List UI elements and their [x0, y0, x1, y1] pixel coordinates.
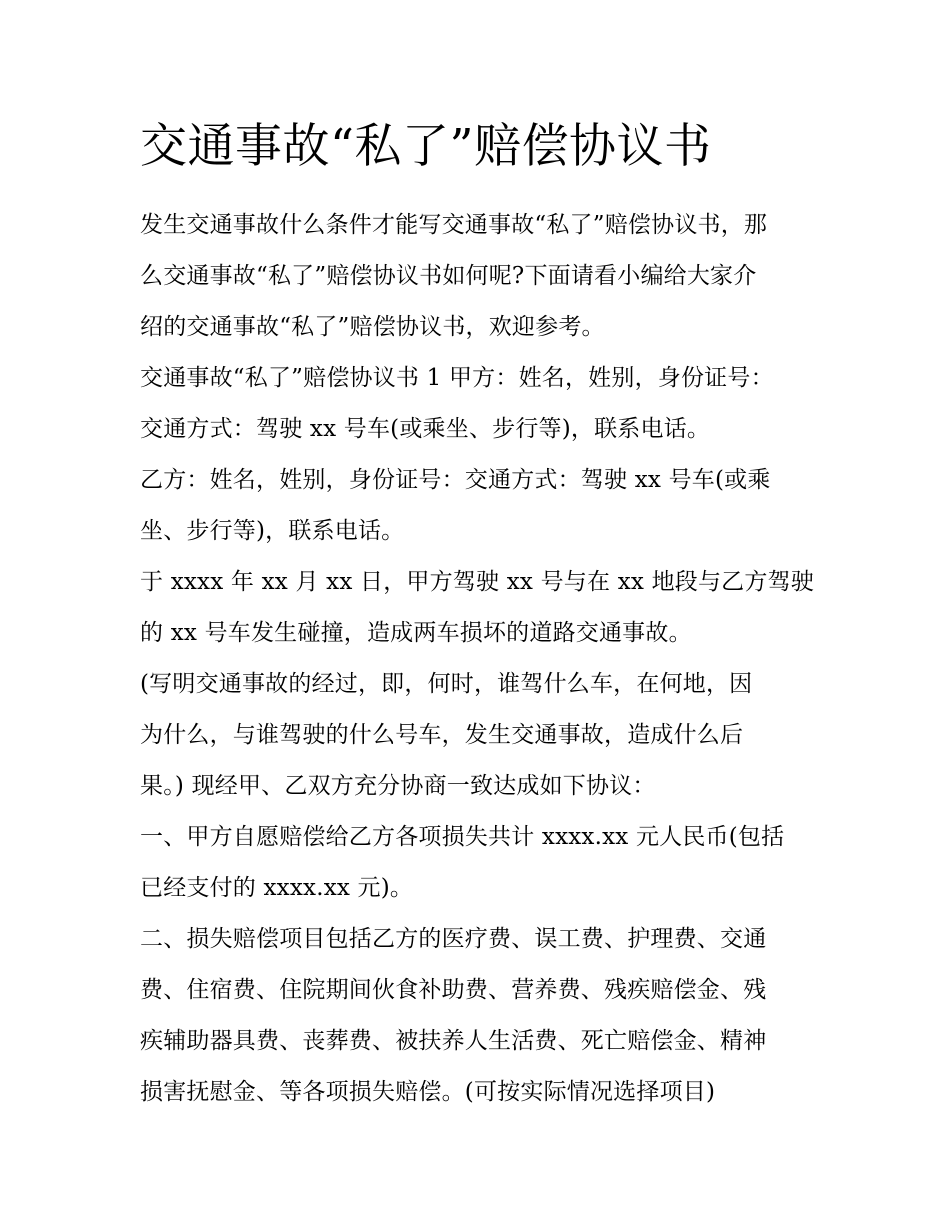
paragraph-line: 么交通事故“私了”赔偿协议书如何呢?下面请看小编给大家介: [140, 263, 757, 289]
paragraph-line: 果。) 现经甲、乙双方充分协商一致达成如下协议：: [140, 773, 656, 799]
document-title: 交通事故“私了”赔偿协议书: [140, 119, 712, 174]
paragraph-accident-details: [140, 557, 812, 659]
paragraph-clause-one: [140, 812, 812, 914]
paragraph-accident-description: [140, 659, 812, 812]
paragraph-line: (写明交通事故的经过，即，何时，谁驾什么车，在何地，因: [140, 671, 753, 697]
paragraph-line: 交通事故“私了”赔偿协议书 1 甲方：姓名，姓别，身份证号：: [140, 365, 774, 391]
paragraph-party-b: [140, 455, 812, 557]
paragraph-line: 费、住宿费、住院期间伙食补助费、营养费、残疾赔偿金、残: [140, 977, 767, 1003]
paragraph-party-a: [140, 353, 812, 455]
paragraph-clause-two: [140, 914, 812, 1118]
paragraph-line: 损害抚慰金、等各项损失赔偿。(可按实际情况选择项目): [140, 1079, 716, 1105]
paragraph-line: 乙方：姓名，姓别，身份证号：交通方式：驾驶 xx 号车(或乘: [140, 467, 771, 493]
paragraph-line: 已经支付的 xxxx.xx 元)。: [140, 875, 414, 901]
paragraph-line: 发生交通事故什么条件才能写交通事故“私了”赔偿协议书，那: [140, 212, 768, 238]
paragraph-intro: [140, 200, 812, 353]
paragraph-line: 于 xxxx 年 xx 月 xx 日，甲方驾驶 xx 号与在 xx 地段与乙方驾驶: [140, 569, 814, 595]
paragraph-line: 为什么，与谁驾驶的什么号车，发生交通事故，造成什么后: [140, 722, 744, 748]
paragraph-line: 交通方式：驾驶 xx 号车(或乘坐、步行等)，联系电话。: [140, 416, 711, 442]
paragraph-line: 坐、步行等)，联系电话。: [140, 518, 405, 544]
paragraph-line: 绍的交通事故“私了”赔偿协议书，欢迎参考。: [140, 314, 605, 340]
paragraph-line: 疾辅助器具费、丧葬费、被扶养人生活费、死亡赔偿金、精神: [140, 1028, 767, 1054]
paragraph-line: 二、损失赔偿项目包括乙方的医疗费、误工费、护理费、交通: [140, 926, 767, 952]
document-body: [140, 112, 812, 1118]
paragraph-line: 的 xx 号车发生碰撞，造成两车损坏的道路交通事故。: [140, 620, 692, 646]
paragraph-line: 一、甲方自愿赔偿给乙方各项损失共计 xxxx.xx 元人民币(包括: [140, 824, 785, 850]
